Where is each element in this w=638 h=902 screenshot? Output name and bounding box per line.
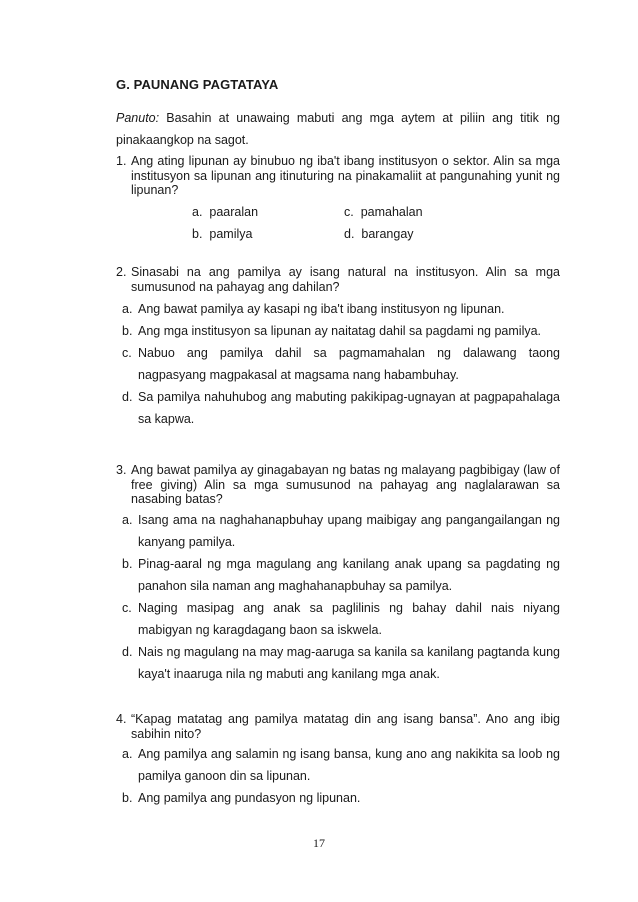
option-text: Nabuo ang pamilya dahil sa pagmamahalan ng dalawang taong nagpasyang magpakasal at magsama nang habambuhay.: [138, 346, 560, 382]
page-number: 17: [313, 836, 325, 850]
option-b[interactable]: [192, 227, 344, 241]
option-a[interactable]: [122, 298, 560, 320]
option-letter: b.: [122, 556, 133, 571]
question-1: [116, 154, 560, 241]
option-text: Nais ng magulang na may mag-aaruga sa kanila sa kanilang pagtanda kung kaya't inaaruga nila ng mabuti ang kanilang mga anak.: [138, 644, 560, 681]
option-letter: a.: [122, 302, 133, 316]
instructions-text: Basahin at unawaing mabuti ang mga aytem at piliin ang titik ng pinakaangkop na sagot.: [116, 111, 560, 147]
option-d[interactable]: [344, 227, 494, 241]
option-text: pamilya: [209, 226, 253, 241]
question-4: [116, 712, 560, 809]
question-number: 2.: [116, 265, 127, 279]
question-number: 3.: [116, 463, 127, 477]
option-text: paaralan: [209, 204, 259, 219]
question-2: [116, 265, 560, 430]
option-text: Ang bawat pamilya ay kasapi ng iba't ibang institusyon ng lipunan.: [138, 302, 505, 316]
question-text: Sinasabi na ang pamilya ay isang natural na institusyon. Alin sa mga sumusunod na pahayag ang dahilan?: [131, 265, 560, 294]
option-text: pamahalan: [360, 204, 423, 219]
question-text: Ang bawat pamilya ay ginagabayan ng batas ng malayang pagbibigay (law of free giving) Alin sa mga sumusunod na pahayag ang naglalarawan sa nasabing batas?: [131, 463, 560, 506]
option-b[interactable]: [122, 320, 560, 342]
question-text: “Kapag matatag ang pamilya matatag din ang isang bansa”. Ano ang ibig sabihin nito?: [131, 712, 560, 741]
option-letter: c.: [344, 204, 354, 219]
option-c[interactable]: [122, 597, 560, 641]
option-text: Ang mga institusyon sa lipunan ay naitatag dahil sa pagdami ng pamilya.: [138, 324, 542, 338]
option-text: Ang pamilya ang salamin ng isang bansa, kung ano ang nakikita sa loob ng pamilya ganoon din sa lipunan.: [138, 747, 560, 783]
option-letter: a.: [122, 747, 133, 761]
option-a[interactable]: [122, 509, 560, 553]
instructions-label: Panuto:: [116, 111, 160, 125]
option-text: Sa pamilya nahuhubog ang mabuting pakikipag-ugnayan at pagpapahalaga sa kapwa.: [138, 390, 560, 426]
option-letter: c.: [122, 346, 132, 360]
option-letter: d.: [122, 644, 133, 659]
options-grid: [192, 205, 560, 241]
question-text: Ang ating lipunan ay binubuo ng iba't ibang institusyon o sektor. Alin sa mga institusyon sa lipunan ang itinuturing na pinakamaliit at pangunahing yunit ng lipunan?: [131, 154, 560, 197]
option-d[interactable]: [122, 386, 560, 430]
option-text: Isang ama na naghahanapbuhay upang maibigay ang pangangailangan ng kanyang pamilya.: [138, 512, 560, 549]
option-text: barangay: [361, 226, 414, 241]
option-letter: b.: [122, 324, 133, 338]
option-b[interactable]: [122, 553, 560, 597]
option-c[interactable]: [344, 205, 494, 219]
option-text: Ang pamilya ang pundasyon ng lipunan.: [138, 791, 361, 805]
option-letter: d.: [122, 390, 133, 404]
option-letter: a.: [192, 204, 203, 219]
option-text: Pinag-aaral ng mga magulang ang kanilang anak upang sa pagdating ng panahon sila naman ang maghahanapbuhay sa pamilya.: [138, 556, 560, 593]
option-d[interactable]: [122, 641, 560, 685]
option-a[interactable]: [122, 743, 560, 787]
option-letter: b.: [192, 226, 203, 241]
question-number: 1.: [116, 154, 127, 168]
instructions: [116, 107, 560, 151]
question-number: 4.: [116, 712, 127, 726]
section-title: G. PAUNANG PAGTATAYA: [116, 77, 279, 92]
option-letter: a.: [122, 512, 133, 527]
question-3: [116, 463, 560, 685]
option-b[interactable]: [122, 787, 560, 809]
option-letter: b.: [122, 791, 133, 805]
option-letter: d.: [344, 226, 355, 241]
option-a[interactable]: [192, 205, 344, 219]
option-letter: c.: [122, 600, 132, 615]
option-text: Naging masipag ang anak sa paglilinis ng bahay dahil nais niyang mabigyan ng karagdagang baon sa iskwela.: [138, 600, 560, 637]
option-c[interactable]: [122, 342, 560, 386]
